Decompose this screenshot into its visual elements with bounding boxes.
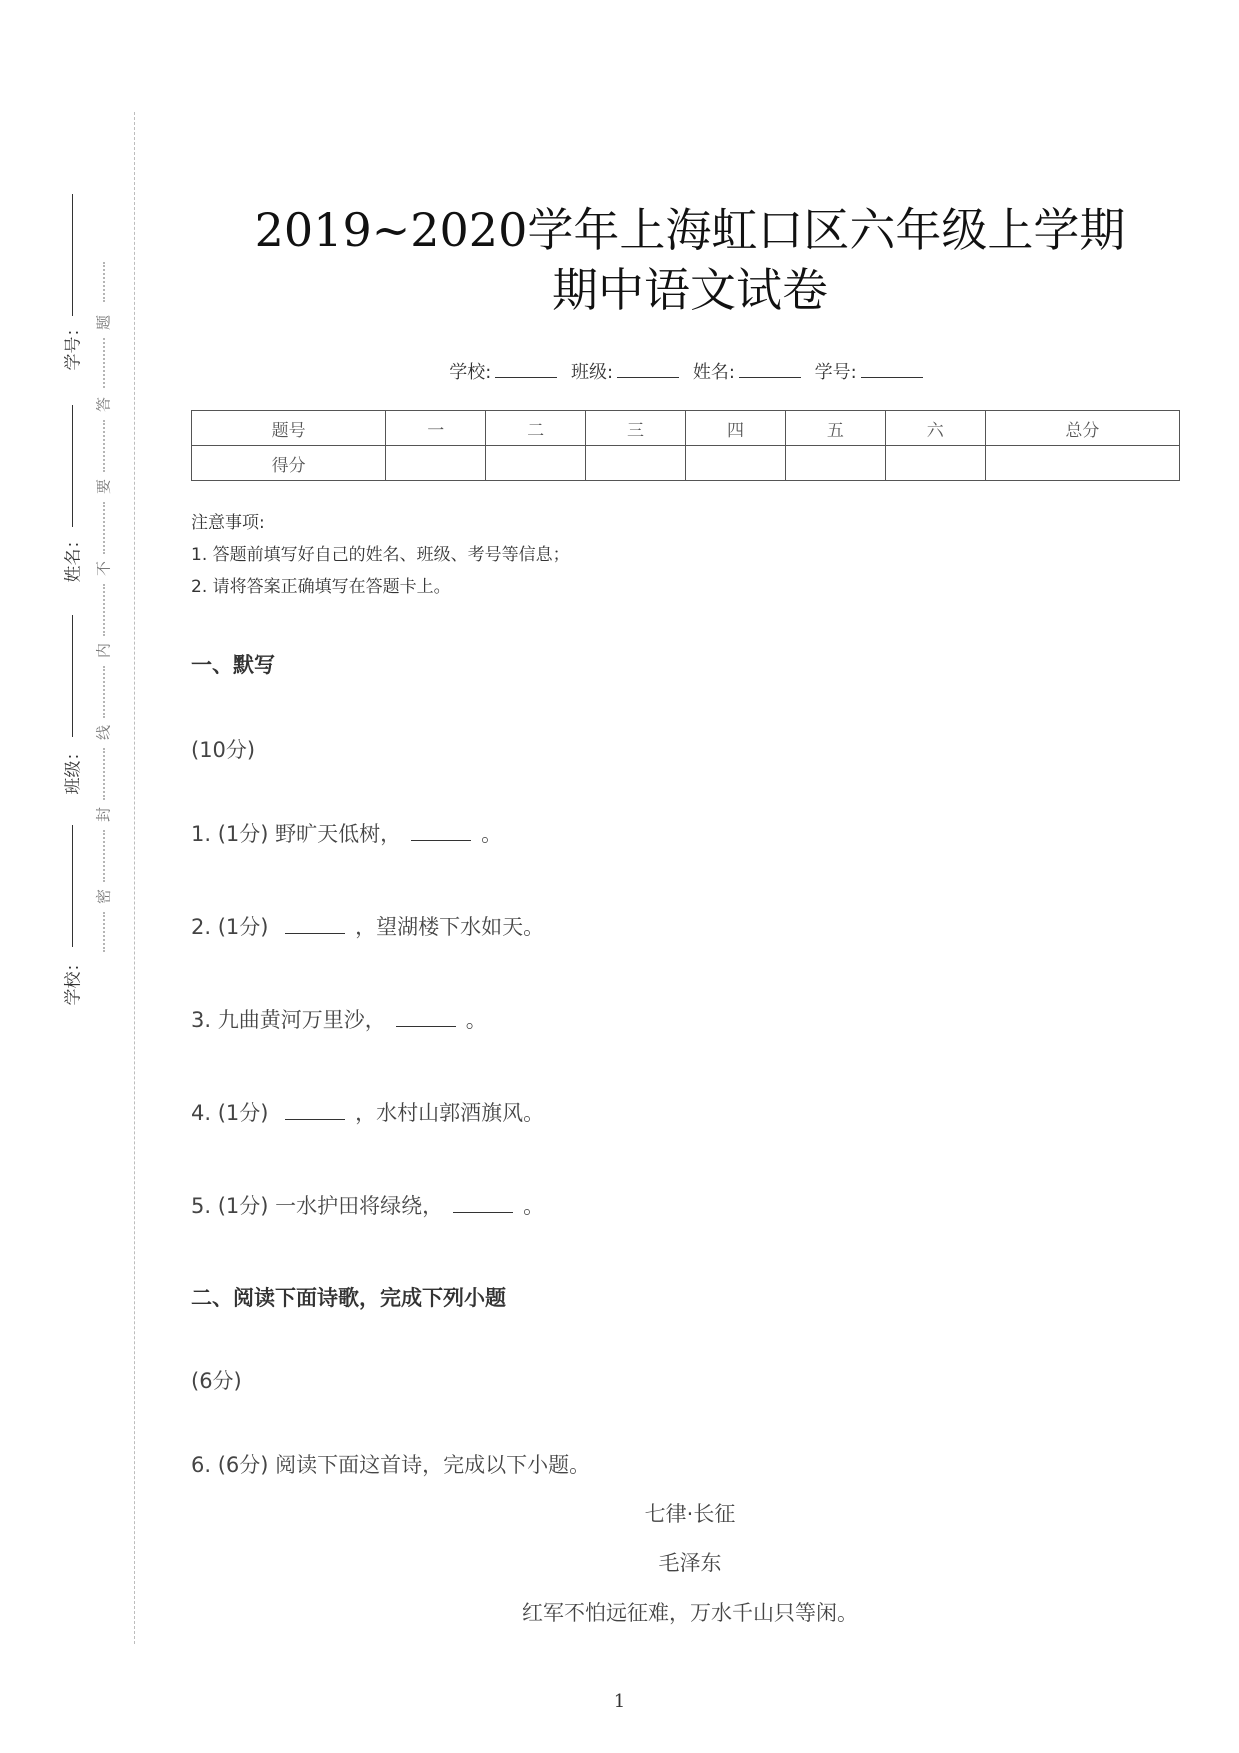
- notes-block: [191, 507, 570, 603]
- info-class-blank[interactable]: [617, 363, 679, 378]
- section2-title: 二、阅读下面诗歌，完成下列小题: [191, 1286, 506, 1310]
- notes-item: 2. 请将答案正确填写在答题卡上。: [191, 577, 451, 597]
- poem-author: 毛泽东: [658, 1551, 722, 1575]
- question-2-suffix: ，望湖楼下水如天。: [355, 915, 545, 939]
- seal-dots: [103, 912, 105, 952]
- info-class-label: 班级:: [571, 362, 614, 383]
- seal-char-ti: 题: [94, 315, 113, 331]
- info-name-label: 姓名:: [692, 362, 735, 383]
- seal-char-da: 答: [94, 397, 113, 413]
- question-2-blank[interactable]: [285, 915, 345, 934]
- score-table-header: 四: [685, 411, 785, 446]
- score-table-score-row: [192, 446, 1180, 481]
- score-cell[interactable]: [685, 446, 785, 481]
- student-id-label: 学号：: [63, 319, 84, 371]
- score-cell[interactable]: [386, 446, 486, 481]
- score-table-header: 总分: [985, 411, 1179, 446]
- score-cell[interactable]: [885, 446, 985, 481]
- name-label: 姓名：: [63, 531, 84, 583]
- question-1-text: 1. (1分) 野旷天低树，: [191, 822, 402, 846]
- seal-char-mi: 密: [94, 889, 113, 905]
- seal-char-nei: 内: [94, 643, 113, 659]
- binding-dashed-line: [134, 112, 135, 1644]
- info-school-label: 学校:: [449, 362, 492, 383]
- score-cell[interactable]: [486, 446, 586, 481]
- seal-dots: [103, 338, 105, 388]
- question-6: 6. (6分) 阅读下面这首诗，完成以下小题。: [191, 1453, 591, 1477]
- page-number: 1: [613, 1691, 626, 1712]
- exam-title-line2: 期中语文试卷: [552, 263, 828, 317]
- section2-score: (6分): [191, 1369, 242, 1393]
- seal-char-bu: 不: [94, 561, 113, 577]
- seal-char-yao: 要: [94, 479, 113, 495]
- question-1-blank[interactable]: [411, 822, 471, 841]
- score-table-header: 二: [486, 411, 586, 446]
- info-school-blank[interactable]: [495, 363, 557, 378]
- poem-title: 七律·长征: [644, 1502, 736, 1526]
- question-5-suffix: 。: [523, 1194, 545, 1218]
- section1-title: 一、默写: [191, 653, 275, 677]
- seal-dots: [103, 830, 105, 882]
- class-label: 班级：: [63, 743, 84, 795]
- notes-heading: 注意事项:: [191, 513, 265, 533]
- seal-dots: [103, 420, 105, 472]
- question-2: [191, 911, 544, 941]
- question-2-text: 2. (1分): [191, 915, 276, 939]
- score-table-header: 题号: [192, 411, 386, 446]
- exam-title-line1: 2019~2020学年上海虹口区六年级上学期: [254, 203, 1126, 257]
- score-cell[interactable]: [785, 446, 885, 481]
- question-1: [191, 818, 502, 848]
- class-fill-line: [72, 615, 73, 737]
- seal-char-xian: 线: [94, 725, 113, 741]
- seal-dots: [103, 748, 105, 800]
- question-3-text: 3. 九曲黄河万里沙，: [191, 1008, 386, 1032]
- seal-dots: [103, 502, 105, 554]
- school-fill-line: [72, 825, 73, 947]
- score-table-header: 三: [586, 411, 686, 446]
- name-fill-line: [72, 405, 73, 527]
- question-3-suffix: 。: [465, 1008, 487, 1032]
- question-4-suffix: ，水村山郭酒旗风。: [355, 1101, 545, 1125]
- info-name-blank[interactable]: [739, 363, 801, 378]
- question-5-text: 5. (1分) 一水护田将绿绕，: [191, 1194, 444, 1218]
- question-5-blank[interactable]: [453, 1194, 513, 1213]
- exam-title: [190, 200, 1190, 320]
- question-4: [191, 1097, 544, 1127]
- info-id-label: 学号:: [814, 362, 857, 383]
- question-4-blank[interactable]: [285, 1101, 345, 1120]
- binding-margin: [0, 0, 150, 1753]
- school-label: 学校：: [63, 954, 84, 1006]
- question-4-text: 4. (1分): [191, 1101, 276, 1125]
- score-cell[interactable]: [586, 446, 686, 481]
- notes-item: 1. 答题前填写好自己的姓名、班级、考号等信息；: [191, 545, 570, 565]
- score-table: [191, 410, 1180, 481]
- info-id-blank[interactable]: [861, 363, 923, 378]
- seal-dots: [103, 262, 105, 302]
- student-info-line: [190, 358, 1190, 384]
- score-table-header: 一: [386, 411, 486, 446]
- section1-score: (10分): [191, 738, 256, 762]
- score-table-header: 五: [785, 411, 885, 446]
- seal-dots: [103, 666, 105, 718]
- score-table-header-row: [192, 411, 1180, 446]
- question-3-blank[interactable]: [396, 1008, 456, 1027]
- question-5: [191, 1190, 544, 1220]
- seal-dots: [103, 584, 105, 636]
- question-3: [191, 1004, 487, 1034]
- score-table-header: 六: [885, 411, 985, 446]
- score-table-row-label: 得分: [192, 446, 386, 481]
- question-1-suffix: 。: [481, 822, 503, 846]
- student-id-fill-line: [72, 194, 73, 316]
- poem-line: 红军不怕远征难，万水千山只等闲。: [522, 1601, 858, 1625]
- seal-char-feng: 封: [94, 807, 113, 823]
- score-cell[interactable]: [985, 446, 1179, 481]
